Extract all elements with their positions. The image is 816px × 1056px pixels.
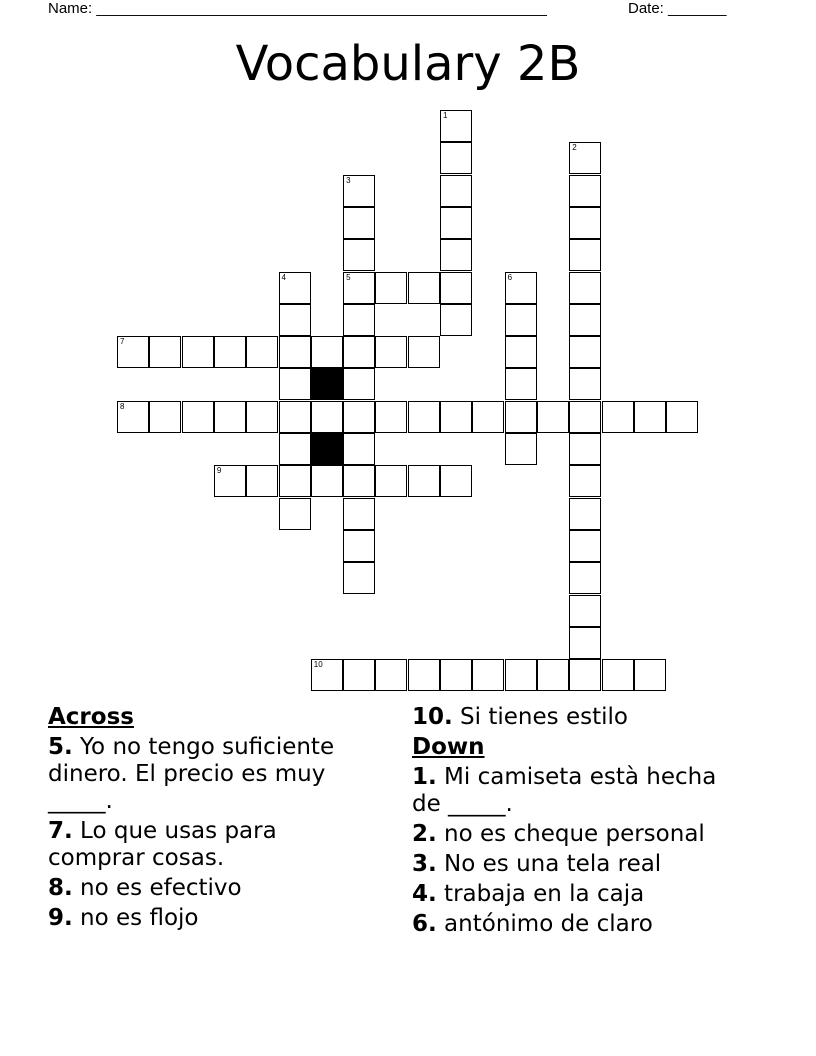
crossword-cell[interactable] (343, 368, 375, 400)
crossword-cell[interactable] (569, 175, 601, 207)
clue-number: 3. (412, 851, 437, 877)
crossword-cell[interactable] (505, 401, 537, 433)
clue-down-6 (412, 911, 752, 938)
crossword-cell[interactable] (440, 207, 472, 239)
crossword-cell[interactable] (408, 272, 440, 304)
clue-number: 6. (412, 911, 437, 937)
clue-text: no es efectivo (72, 875, 242, 901)
crossword-cell[interactable] (343, 175, 375, 207)
clue-text: Yo no tengo suficiente dinero. El precio es muy _____. (48, 734, 335, 814)
crossword-cell[interactable] (311, 465, 343, 497)
clue-number: 7. (48, 818, 73, 844)
across-heading: Across (48, 704, 134, 730)
crossword-cell[interactable] (602, 401, 634, 433)
crossword-cell[interactable] (117, 401, 149, 433)
crossword-cell[interactable] (343, 272, 375, 304)
clue-down-2 (412, 821, 752, 848)
clue-number: 1. (412, 764, 437, 790)
clue-text: no es cheque personal (436, 821, 705, 847)
crossword-cell[interactable] (246, 401, 278, 433)
crossword-cell[interactable] (602, 659, 634, 691)
crossword-cell[interactable] (537, 401, 569, 433)
crossword-cell[interactable] (375, 659, 407, 691)
crossword-cell[interactable] (311, 401, 343, 433)
crossword-cell[interactable] (279, 272, 311, 304)
crossword-cell[interactable] (666, 401, 698, 433)
crossword-cell[interactable] (343, 304, 375, 336)
crossword-cell[interactable] (569, 336, 601, 368)
crossword-cell[interactable] (279, 368, 311, 400)
name-blank[interactable]: ______________________________________________________ (96, 0, 547, 17)
crossword-cell[interactable] (279, 304, 311, 336)
crossword-cell[interactable] (569, 401, 601, 433)
crossword-cell[interactable] (408, 465, 440, 497)
crossword-cell[interactable] (569, 207, 601, 239)
crossword-cell[interactable] (505, 336, 537, 368)
clue-number: 5. (48, 734, 73, 760)
crossword-cell[interactable] (343, 433, 375, 465)
crossword-block-cell (311, 433, 343, 465)
crossword-cell[interactable] (375, 272, 407, 304)
crossword-cell[interactable] (343, 207, 375, 239)
date-blank[interactable]: _______ (668, 0, 727, 17)
clue-down-4 (412, 881, 752, 908)
date-label: Date: (628, 0, 664, 17)
crossword-cell[interactable] (569, 595, 601, 627)
clue-across-7 (48, 818, 378, 872)
cell-number: 6 (507, 272, 513, 282)
crossword-cell[interactable] (537, 659, 569, 691)
crossword-cell[interactable] (634, 659, 666, 691)
crossword-cell[interactable] (279, 465, 311, 497)
crossword-block-cell (311, 368, 343, 400)
clue-number: 4. (412, 881, 437, 907)
crossword-cell[interactable] (279, 433, 311, 465)
crossword-cell[interactable] (343, 659, 375, 691)
cell-number: 5 (346, 272, 351, 282)
crossword-cell[interactable] (311, 336, 343, 368)
down-heading: Down (412, 734, 485, 760)
crossword-cell[interactable] (375, 336, 407, 368)
crossword-cell[interactable] (472, 659, 504, 691)
cell-number: 7 (120, 337, 125, 347)
clue-across-8 (48, 875, 378, 902)
crossword-cell[interactable] (343, 562, 375, 594)
crossword-cell[interactable] (343, 530, 375, 562)
crossword-cell[interactable] (569, 368, 601, 400)
crossword-cell[interactable] (214, 336, 246, 368)
cell-number: 3 (346, 175, 351, 185)
clue-number: 9. (48, 905, 73, 931)
crossword-cell[interactable] (569, 239, 601, 271)
crossword-cell[interactable] (343, 336, 375, 368)
crossword-cell[interactable] (569, 562, 601, 594)
crossword-cell[interactable] (149, 401, 181, 433)
clue-text: trabaja en la caja (436, 881, 645, 907)
crossword-cell[interactable] (505, 659, 537, 691)
crossword-cell[interactable] (343, 239, 375, 271)
crossword-cell[interactable] (182, 401, 214, 433)
crossword-cell[interactable] (505, 304, 537, 336)
crossword-cell[interactable] (117, 336, 149, 368)
clue-number: 10. (412, 704, 453, 730)
clues-right-column (412, 704, 752, 941)
clue-text: antónimo de claro (436, 911, 653, 937)
clue-across-5 (48, 734, 378, 815)
name-label: Name: (48, 0, 93, 17)
crossword-cell[interactable] (569, 498, 601, 530)
clue-down-3 (412, 851, 752, 878)
crossword-cell[interactable] (440, 659, 472, 691)
crossword-cell[interactable] (214, 465, 246, 497)
crossword-cell[interactable] (408, 659, 440, 691)
crossword-cell[interactable] (375, 465, 407, 497)
crossword-cell[interactable] (440, 465, 472, 497)
crossword-cell[interactable] (343, 465, 375, 497)
clue-text: no es flojo (72, 905, 199, 931)
clue-text: Lo que usas para comprar cosas. (48, 818, 277, 871)
crossword-cell[interactable] (440, 239, 472, 271)
cell-number: 4 (281, 272, 286, 282)
clue-number: 2. (412, 821, 437, 847)
crossword-cell[interactable] (472, 401, 504, 433)
cell-number: 2 (572, 143, 577, 153)
clue-text: Si tienes estilo (452, 704, 628, 730)
crossword-cell[interactable] (569, 304, 601, 336)
page-title: Vocabulary 2B (235, 36, 581, 92)
crossword-cell[interactable] (569, 659, 601, 691)
crossword-cell[interactable] (375, 401, 407, 433)
crossword-cell[interactable] (279, 336, 311, 368)
crossword-cell[interactable] (569, 530, 601, 562)
crossword-cell[interactable] (408, 336, 440, 368)
clue-down-1 (412, 764, 752, 818)
crossword-cell[interactable] (279, 498, 311, 530)
crossword-cell[interactable] (408, 401, 440, 433)
crossword-cell[interactable] (440, 142, 472, 174)
crossword-cell[interactable] (343, 401, 375, 433)
crossword-cell[interactable] (214, 401, 246, 433)
crossword-cell[interactable] (440, 110, 472, 142)
clues-left-column (48, 704, 378, 935)
cell-number: 8 (120, 401, 125, 411)
cell-number: 10 (313, 660, 323, 670)
crossword-cell[interactable] (440, 272, 472, 304)
crossword-cell[interactable] (569, 627, 601, 659)
crossword-cell[interactable] (505, 368, 537, 400)
crossword-cell[interactable] (569, 465, 601, 497)
crossword-cell[interactable] (182, 336, 214, 368)
crossword-cell[interactable] (246, 336, 278, 368)
cell-number: 1 (443, 111, 448, 120)
crossword-cell[interactable] (246, 465, 278, 497)
clue-across-9 (48, 905, 378, 932)
crossword-cell[interactable] (279, 401, 311, 433)
clue-text: No es una tela real (436, 851, 662, 877)
crossword-cell[interactable] (569, 272, 601, 304)
crossword-cell[interactable] (505, 433, 537, 465)
crossword-cell[interactable] (634, 401, 666, 433)
clue-text: Mi camiseta està hecha de _____. (412, 764, 717, 817)
crossword-cell[interactable] (311, 659, 343, 691)
clue-number: 8. (48, 875, 73, 901)
crossword-cell[interactable] (440, 401, 472, 433)
crossword-cell[interactable] (343, 498, 375, 530)
crossword-cell[interactable] (440, 175, 472, 207)
crossword-cell[interactable] (569, 433, 601, 465)
crossword-cell[interactable] (505, 272, 537, 304)
crossword-cell[interactable] (149, 336, 181, 368)
crossword-cell[interactable] (440, 304, 472, 336)
cell-number: 9 (216, 466, 222, 476)
crossword-cell[interactable] (569, 142, 601, 174)
clue-across-10 (412, 704, 752, 731)
